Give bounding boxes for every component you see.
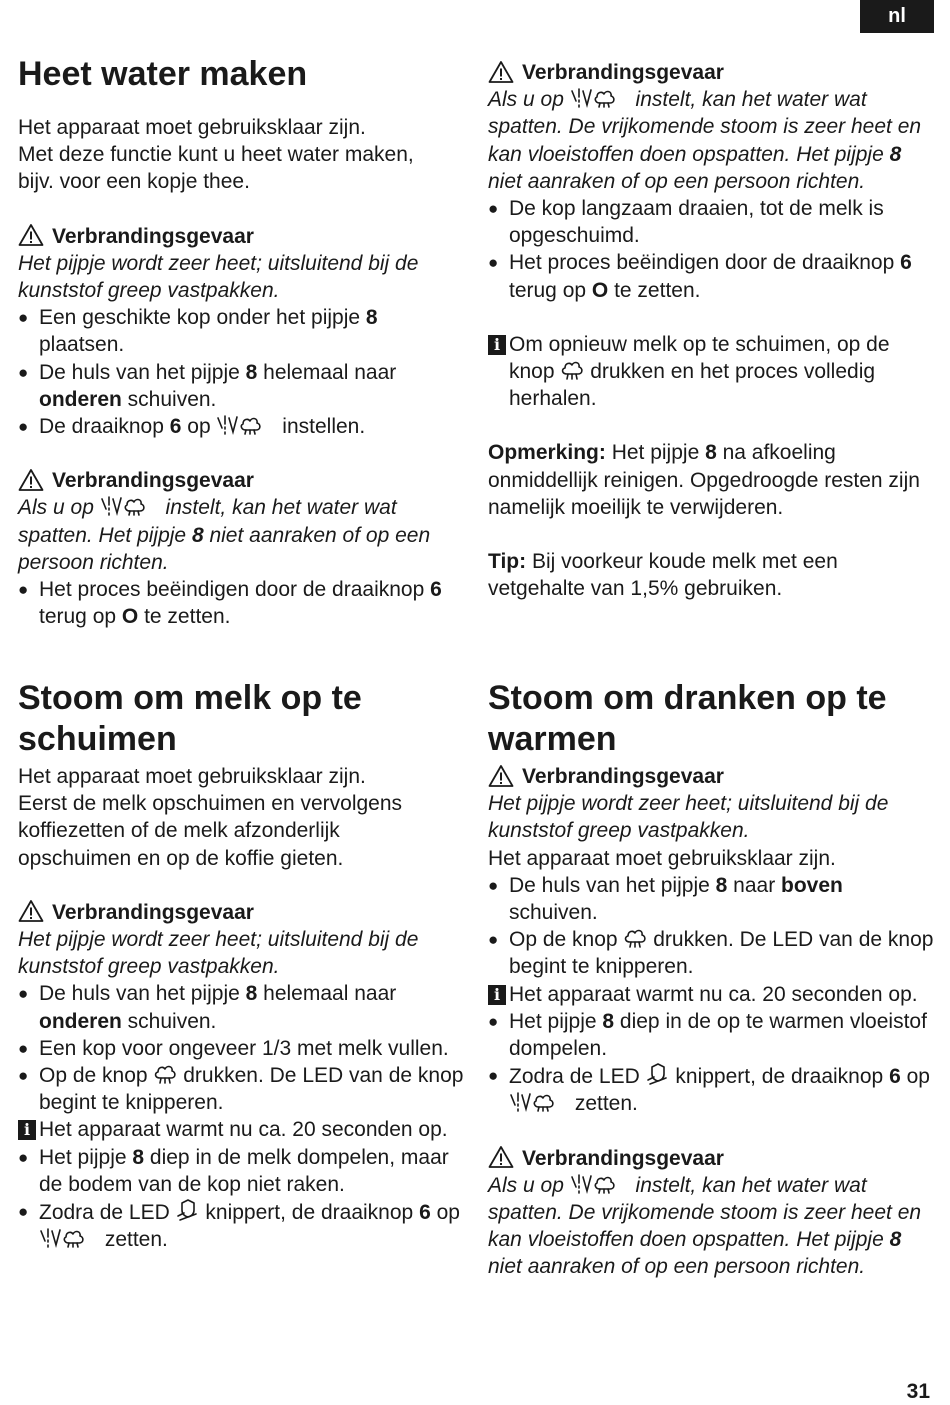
hot-water-steam-symbol-icon — [570, 1173, 630, 1195]
led-lamp-icon — [646, 1062, 670, 1086]
section-title: Heet water maken — [18, 55, 308, 93]
intro-line: opschuimen en op de koffie gieten. — [18, 846, 344, 870]
note-paragraph: Opmerking: Het pijpje 8 na afkoeling onmiddellijk reinigen. Opgedroogde resten zijn namelijk moeilijk te verwijderen. — [488, 441, 920, 519]
intro-line: Het apparaat moet gebruiksklaar zijn. — [488, 846, 836, 870]
list-item: ● De huls van het pijpje 8 helemaal naar onderen schuiven. — [18, 980, 464, 1034]
warning-text: Als u op instelt, kan het water wat spatten. Het pijpje 8 niet aanraken of op een persoon richten. — [18, 496, 431, 574]
warning-heading — [488, 763, 934, 790]
hot-water-steam-symbol-icon — [216, 414, 276, 436]
warning-title: Verbrandingsgevaar — [522, 1146, 724, 1170]
warning-title: Verbrandingsgevaar — [52, 224, 254, 248]
steam-cloud-icon — [623, 927, 647, 949]
warning-heading — [488, 59, 934, 86]
steam-cloud-icon — [560, 359, 584, 381]
warning-text: Het pijpje wordt zeer heet; uitsluitend bij de kunststof greep vastpakken. — [488, 792, 889, 843]
list-item: ● De kop langzaam draaien, tot de melk is opgeschuimd. — [488, 195, 934, 249]
list-item: ● Op de knop drukken. De LED van de knop begint te knipperen. — [488, 926, 934, 980]
list-item: ● Het pijpje 8 diep in de op te warmen vloeistof dompelen. — [488, 1008, 934, 1062]
section-hot-water — [18, 54, 464, 630]
warning-title: Verbrandingsgevaar — [52, 900, 254, 924]
list-item: ● Een kop voor ongeveer 1/3 met melk vullen. — [18, 1035, 464, 1062]
warning-triangle-icon — [18, 468, 44, 492]
section-title: Stoom om melk op te schuimen — [18, 679, 362, 758]
hot-water-steam-symbol-icon — [570, 87, 630, 109]
warning-heading — [488, 1145, 934, 1172]
list-item: ● Zodra de LED knippert, de draaiknop 6 op zetten. — [488, 1062, 934, 1117]
section-heat-drinks — [488, 678, 934, 1281]
warning-heading — [18, 467, 464, 494]
warning-triangle-icon — [18, 899, 44, 923]
list-item: ● Het pijpje 8 diep in de melk dompelen, maar de bodem van de kop niet raken. — [18, 1144, 464, 1198]
warning-title: Verbrandingsgevaar — [52, 469, 254, 493]
intro-line: bijv. voor een kopje thee. — [18, 170, 250, 194]
info-note: i Om opnieuw melk op te schuimen, op de knop drukken en het proces volledig herhalen. — [488, 331, 934, 413]
warning-title: Verbrandingsgevaar — [522, 765, 724, 788]
warning-triangle-icon — [488, 764, 514, 788]
hot-water-steam-symbol-icon — [509, 1091, 569, 1113]
language-tab: nl — [860, 0, 934, 33]
intro-line: Met deze functie kunt u heet water maken, — [18, 143, 414, 167]
intro-line: Eerst de melk opschuimen en vervolgens — [18, 792, 403, 816]
intro-line: Het apparaat moet gebruiksklaar zijn. — [18, 116, 366, 139]
led-lamp-icon — [176, 1198, 200, 1222]
section-title: Stoom om dranken op te warmen — [488, 679, 887, 758]
list-item: ● De huls van het pijpje 8 helemaal naar onderen schuiven. — [18, 359, 464, 413]
warning-title: Verbrandingsgevaar — [522, 61, 724, 84]
warning-text: Als u op instelt, kan het water wat spatten. De vrijkomende stoom is zeer heet en kan vloeistoffen doen opspatten. Het pijpje 8 niet aanraken of op een persoon richten. — [488, 88, 922, 193]
info-square-icon: i — [488, 335, 506, 355]
warning-heading — [18, 899, 464, 926]
warning-heading — [18, 223, 464, 250]
list-item: ● De draaiknop 6 op instellen. — [18, 413, 464, 440]
info-note: i Het apparaat warmt nu ca. 20 seconden op. — [488, 981, 934, 1008]
hot-water-steam-symbol-icon — [100, 495, 160, 517]
intro-line: koffiezetten of de melk afzonderlijk — [18, 819, 340, 843]
list-item: ● De huls van het pijpje 8 naar boven schuiven. — [488, 872, 934, 926]
section-milk-froth — [18, 678, 464, 1253]
info-square-icon: i — [18, 1120, 36, 1140]
warning-text: Het pijpje wordt zeer heet; uitsluitend bij de kunststof greep vastpakken. — [18, 928, 419, 979]
warning-triangle-icon — [18, 223, 44, 247]
steam-cloud-icon — [153, 1063, 177, 1085]
intro-line: Het apparaat moet gebruiksklaar zijn. — [18, 765, 366, 788]
warning-triangle-icon — [488, 1145, 514, 1169]
info-square-icon: i — [488, 985, 506, 1005]
list-item: ● Op de knop drukken. De LED van de knop begint te knipperen. — [18, 1062, 464, 1116]
list-item: ● Het proces beëindigen door de draaiknop 6 terug op O te zetten. — [488, 249, 934, 303]
section-milk-froth-continued — [488, 59, 934, 602]
hot-water-steam-symbol-icon — [39, 1227, 99, 1249]
tip-paragraph: Tip: Bij voorkeur koude melk met een vetgehalte van 1,5% gebruiken. — [488, 550, 838, 601]
warning-triangle-icon — [488, 60, 514, 84]
page-number: 31 — [906, 1380, 930, 1403]
info-note: i Het apparaat warmt nu ca. 20 seconden op. — [18, 1116, 464, 1143]
list-item: ● Een geschikte kop onder het pijpje 8 plaatsen. — [18, 304, 464, 358]
warning-text: Het pijpje wordt zeer heet; uitsluitend bij de kunststof greep vastpakken. — [18, 251, 419, 303]
warning-text: Als u op instelt, kan het water wat spatten. De vrijkomende stoom is zeer heet en kan vloeistoffen doen opspatten. Het pijpje 8 niet aanraken of op een persoon richten. — [488, 1173, 922, 1279]
list-item: ● Zodra de LED knippert, de draaiknop 6 op zetten. — [18, 1198, 464, 1253]
list-item: ● Het proces beëindigen door de draaiknop 6 terug op O te zetten. — [18, 576, 464, 630]
